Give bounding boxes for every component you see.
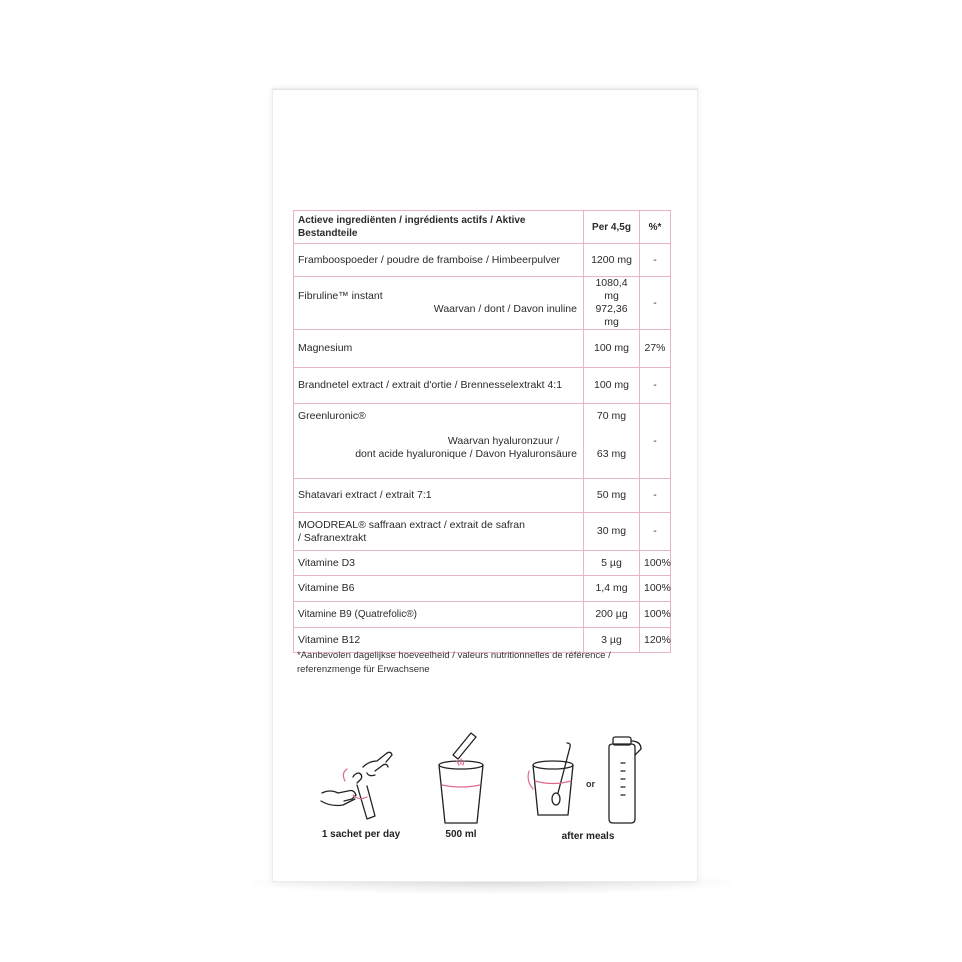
table-row (294, 244, 671, 277)
table-row (294, 404, 671, 479)
row-name: Vitamine B12 (294, 628, 584, 653)
row-percent: - (640, 244, 671, 277)
row-percent: - (640, 513, 671, 551)
row-name: Greenluronic® (298, 410, 366, 422)
footnote-line-2: referenzmenge für Erwachsene (297, 664, 430, 675)
row-name-2: / Safranextrakt (298, 531, 367, 544)
row-amount: 100 mg (584, 368, 640, 404)
table-row (294, 602, 671, 628)
step1-caption: 1 sachet per day (321, 829, 401, 840)
row-amount: 1080,4 mg (595, 277, 628, 302)
row-name: Vitamine D3 (294, 551, 584, 576)
product-box (272, 88, 698, 882)
glass-spoon-icon (527, 741, 583, 827)
row-subamount: 972,36 mg (595, 303, 628, 328)
table-row (294, 368, 671, 404)
row-percent: 100% (640, 602, 671, 628)
row-amount: 50 mg (584, 479, 640, 513)
step3-caption: after meals (561, 831, 615, 842)
row-percent: - (640, 404, 671, 479)
row-percent: - (640, 479, 671, 513)
header-ingredients: Actieve ingrediënten / ingrédients actifs / Aktive Bestandteile (294, 211, 584, 244)
row-amount: 70 mg (596, 410, 627, 422)
nutrition-table (293, 210, 671, 653)
step2-caption: 500 ml (445, 829, 477, 840)
row-name-cell (294, 513, 584, 551)
shaker-bottle-icon (603, 733, 647, 829)
row-percent: 27% (640, 330, 671, 368)
row-percent: 100% (640, 576, 671, 602)
instructions-area (273, 729, 697, 849)
row-amount: 200 µg (584, 602, 640, 628)
row-amount: 5 µg (584, 551, 640, 576)
row-amount: 1,4 mg (584, 576, 640, 602)
header-percent: %* (640, 211, 671, 244)
box-top-edge (273, 89, 697, 90)
row-subname-1: Waarvan hyaluronzuur / (447, 435, 559, 447)
row-percent: - (640, 277, 671, 330)
row-name: Vitamine B9 (Quatrefolic®) (294, 602, 584, 628)
row-name-cell (294, 277, 584, 330)
row-amount: 3 µg (584, 628, 640, 653)
table-header-row (294, 211, 671, 244)
row-percent: 120% (640, 628, 671, 653)
row-amount: 30 mg (584, 513, 640, 551)
row-name-cell (294, 404, 584, 479)
glass-pour-icon (433, 729, 489, 829)
row-subname: Waarvan / dont / Davon inuline (433, 303, 577, 315)
row-name: Shatavari extract / extrait 7:1 (294, 479, 584, 513)
or-label: or (586, 779, 595, 789)
table-row (294, 330, 671, 368)
row-name: Vitamine B6 (294, 576, 584, 602)
footnote (297, 649, 677, 677)
row-subname-2: dont acide hyaluronique / Davon Hyaluronsäure (355, 448, 577, 460)
header-amount: Per 4,5g (584, 211, 640, 244)
table-row (294, 576, 671, 602)
row-amount-cell (584, 277, 640, 330)
table-row (294, 551, 671, 576)
row-name: Fibruline™ instant (298, 290, 383, 302)
row-name: Magnesium (294, 330, 584, 368)
row-percent: - (640, 368, 671, 404)
row-amount: 1200 mg (584, 244, 640, 277)
footnote-line-1: *Aanbevolen dagelijkse hoeveelheid / valeurs nutritionnelles de référence / (297, 650, 611, 661)
row-percent: 100% (640, 551, 671, 576)
row-name: MOODREAL® saffraan extract / extrait de safran (298, 518, 525, 531)
row-name: Brandnetel extract / extrait d'ortie / Brennesselextrakt 4:1 (294, 368, 584, 404)
row-name: Framboospoeder / poudre de framboise / Himbeerpulver (294, 244, 584, 277)
row-amount-cell (584, 404, 640, 479)
table-row (294, 277, 671, 330)
row-subamount: 63 mg (596, 448, 627, 460)
row-amount: 100 mg (584, 330, 640, 368)
table-row (294, 513, 671, 551)
hand-sachet-icon (317, 745, 407, 825)
table-row (294, 479, 671, 513)
